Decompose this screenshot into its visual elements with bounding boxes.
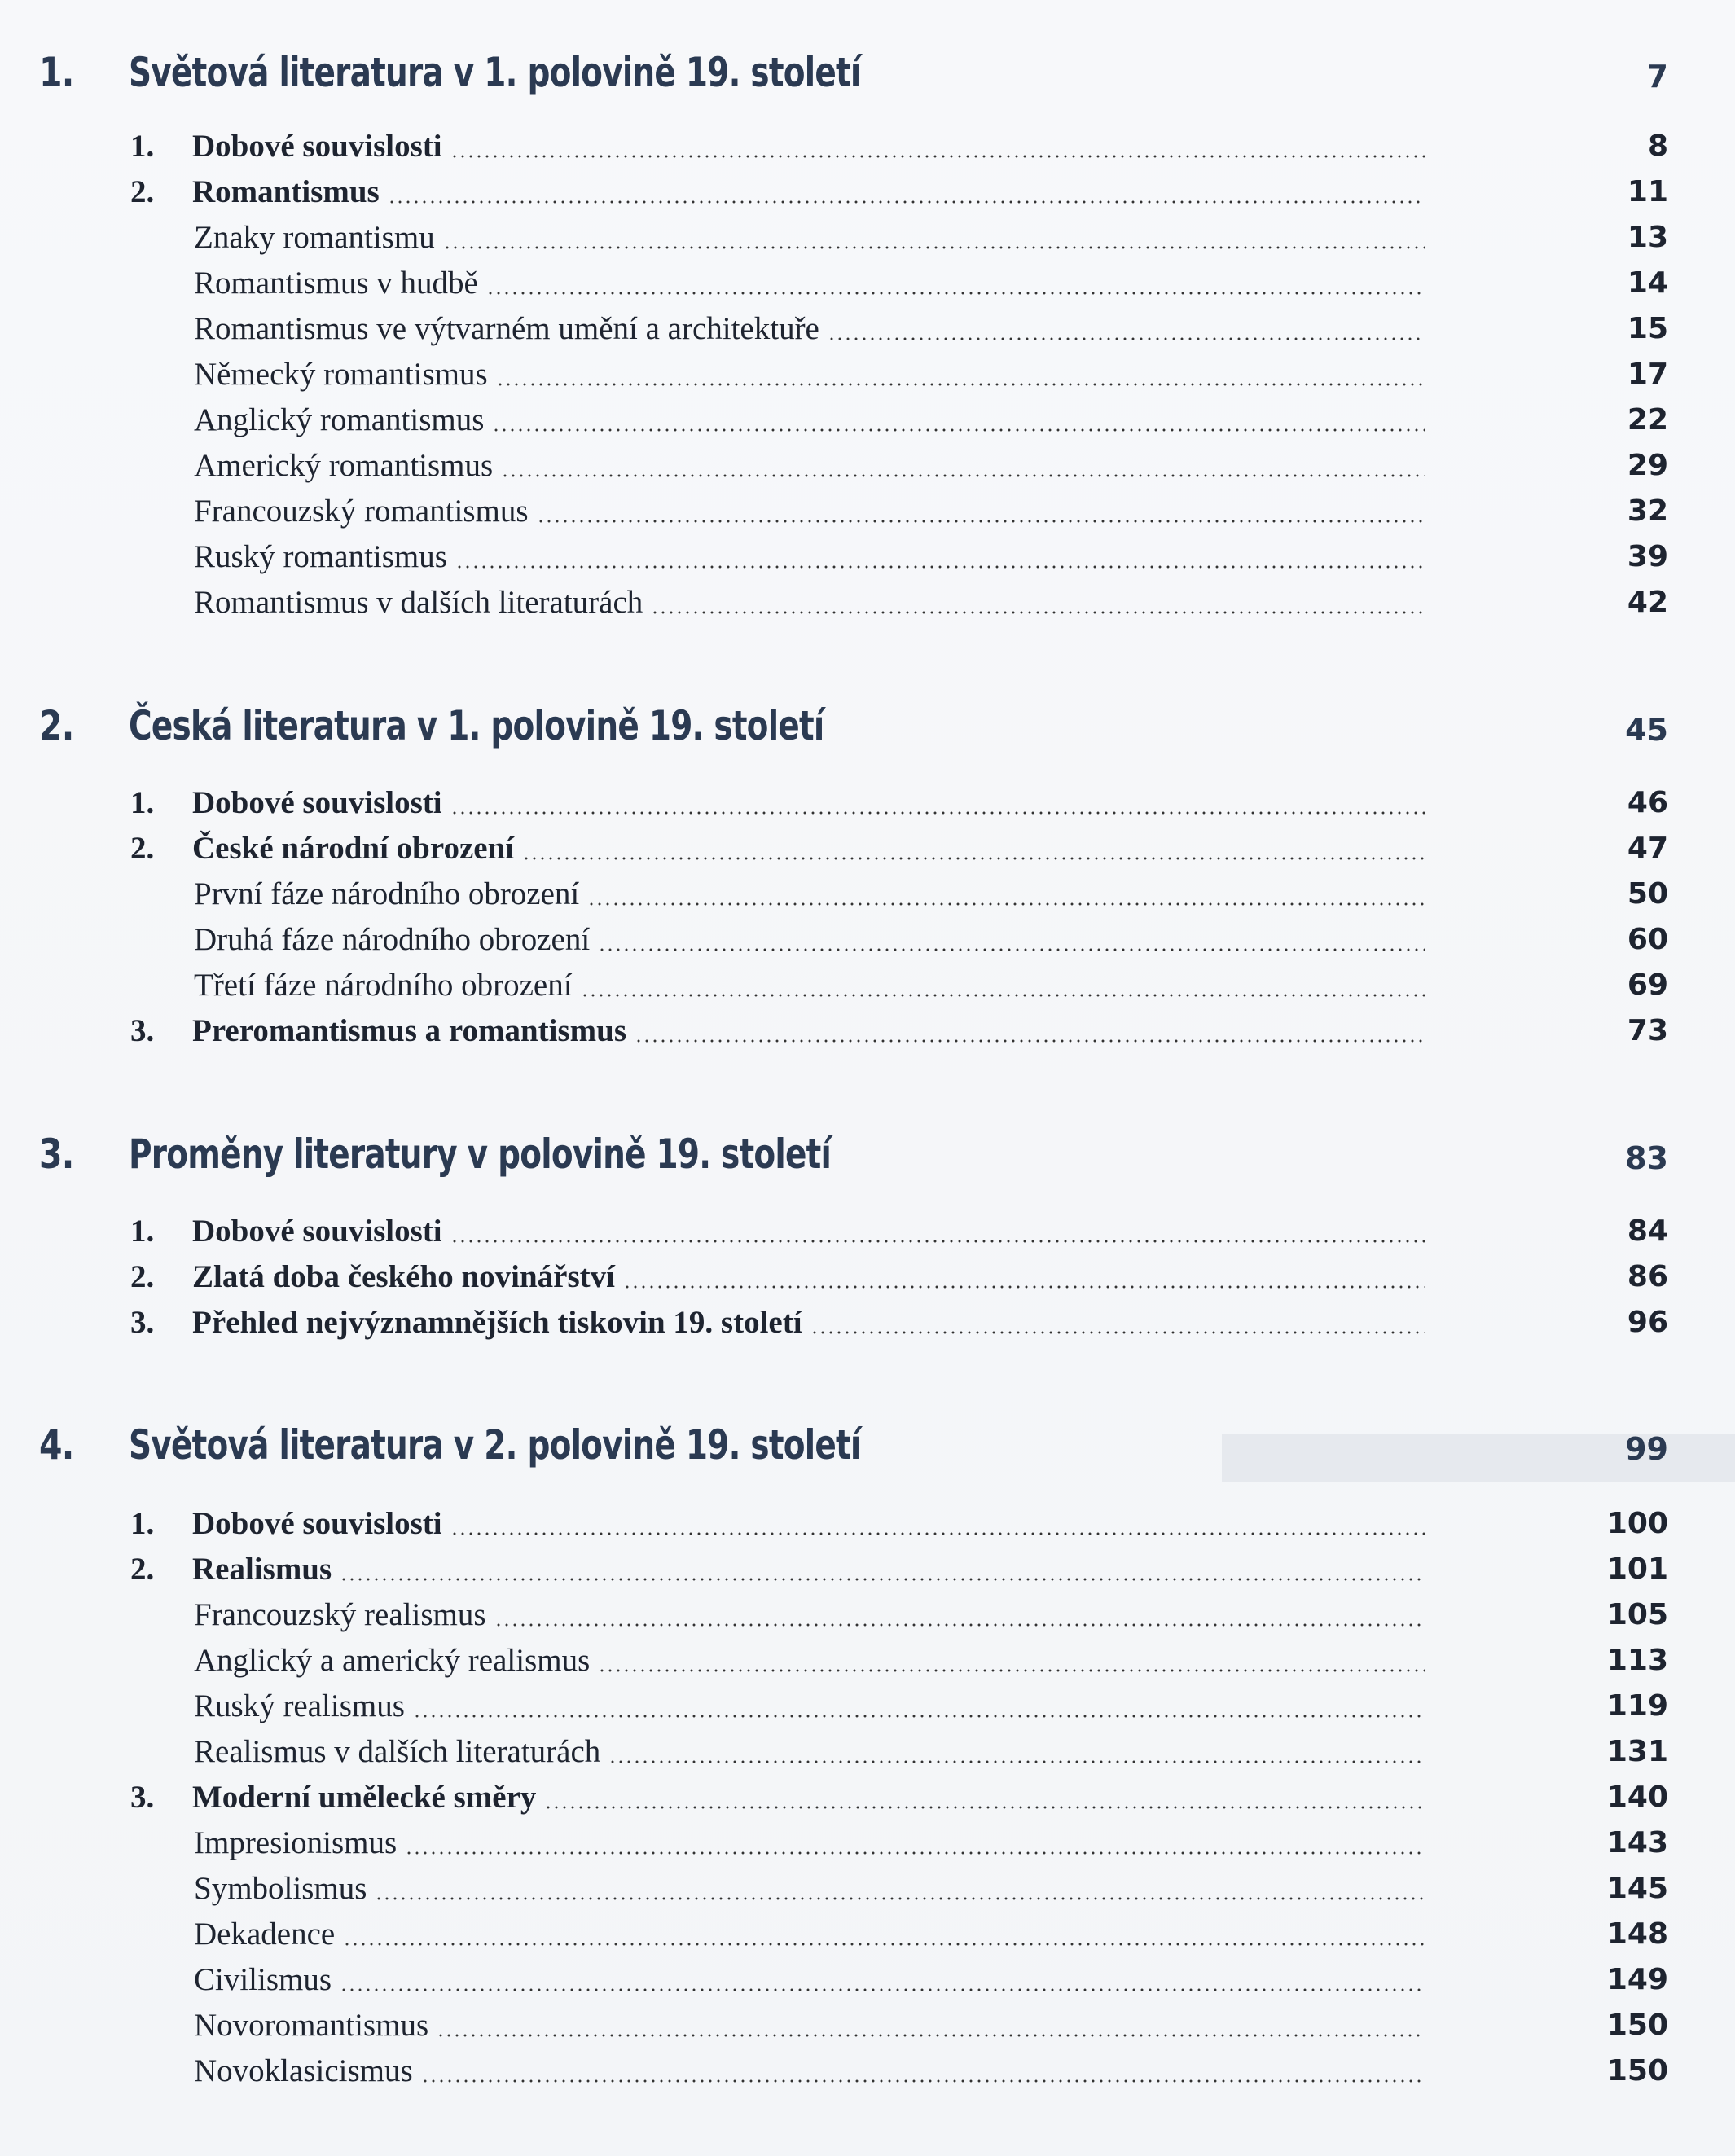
toc-entry[interactable] [0,352,1735,397]
chapter-heading[interactable] [0,1122,1735,1204]
dot-leader [608,1760,1425,1763]
dot-leader [340,1988,1425,1991]
entry-label: Přehled nejvýznamnějších tiskovin 19. století [192,1305,802,1340]
toc-entry[interactable] [0,826,1735,872]
dot-leader [486,292,1425,295]
entry-page-number: 105 [1606,1598,1668,1631]
chapter-page-number: 45 [1625,712,1668,748]
dot-leader [598,1669,1425,1672]
dot-leader [421,2079,1425,2083]
toc-entry[interactable] [0,1820,1735,1866]
entry-page-number: 113 [1606,1644,1668,1677]
toc-entry[interactable] [0,1008,1735,1054]
entry-page-number: 101 [1606,1552,1668,1586]
toc-entry[interactable] [0,1501,1735,1547]
entry-page-number: 119 [1606,1689,1668,1723]
entry-page-number: 13 [1627,221,1668,254]
entry-page-number: 148 [1606,1917,1668,1951]
entry-page-number: 47 [1627,832,1668,865]
entry-page-number: 15 [1627,312,1668,345]
toc-entry[interactable] [0,261,1735,306]
dot-leader [443,246,1425,249]
entry-label: Symbolismus [194,1871,367,1906]
entry-page-number: 42 [1627,586,1668,619]
entry-label: Moderní umělecké směry [192,1780,537,1815]
entry-label: Třetí fáze národního obrození [194,968,573,1003]
chapter-page-number: 7 [1646,59,1668,94]
entry-page-number: 50 [1627,877,1668,911]
entry-label: Realismus [192,1552,332,1587]
toc-entry[interactable] [0,1254,1735,1300]
chapter-page-number: 99 [1625,1431,1668,1467]
entry-label: První fáze národního obrození [194,876,580,911]
toc-entry[interactable] [0,780,1735,826]
entry-page-number: 100 [1606,1507,1668,1540]
entry-page-number: 29 [1627,449,1668,482]
entry-label: Zlatá doba českého novinářství [192,1259,615,1294]
toc-entry[interactable] [0,215,1735,261]
entry-page-number: 149 [1606,1963,1668,1996]
entry-label: Civilismus [194,1962,332,1997]
chapter-number: 4. [39,1421,74,1469]
toc-entry[interactable] [0,1684,1735,1729]
entry-page-number: 145 [1606,1872,1668,1905]
entry-page-number: 140 [1606,1781,1668,1814]
entry-label: Preromantismus a romantismus [192,1013,627,1048]
entry-number: 3. [130,1305,155,1340]
entry-label: Dobové souvislosti [192,1214,442,1249]
dot-leader [587,902,1425,906]
dot-leader [494,1623,1425,1627]
dot-leader [450,1532,1425,1535]
toc-entry[interactable] [0,397,1735,443]
entry-number: 1. [130,1506,155,1541]
toc-entry[interactable] [0,2048,1735,2094]
dot-leader [598,948,1425,951]
entry-label: Anglický romantismus [194,402,485,437]
entry-page-number: 14 [1627,266,1668,300]
entry-number: 1. [130,785,155,820]
chapter-heading[interactable] [0,694,1735,775]
toc-entry[interactable] [0,872,1735,917]
chapter-title: Česká literatura v 1. polovině 19. století [129,702,824,749]
dot-leader [375,1897,1425,1900]
toc-entry[interactable] [0,1209,1735,1254]
toc-entry[interactable] [0,1592,1735,1638]
dot-leader [450,811,1425,815]
entry-label: Impresionismus [194,1825,398,1860]
dot-leader [437,2034,1425,2037]
chapter-number: 3. [39,1131,74,1178]
entry-page-number: 84 [1627,1214,1668,1248]
dot-leader [450,155,1425,158]
entry-page-number: 17 [1627,358,1668,391]
dot-leader [388,200,1425,204]
entry-number: 2. [130,1552,155,1587]
dot-leader [492,428,1425,432]
entry-page-number: 73 [1627,1014,1668,1047]
chapter-page-number: 83 [1625,1140,1668,1176]
entry-number: 1. [130,129,155,164]
entry-page-number: 11 [1627,175,1668,209]
dot-leader [828,337,1425,340]
entry-number: 2. [130,174,155,209]
dot-leader [343,1943,1425,1946]
entry-page-number: 32 [1627,494,1668,528]
entry-number: 2. [130,831,155,866]
toc-entry[interactable] [0,443,1735,489]
entry-label: Dobové souvislosti [192,129,442,164]
entry-label: Německý romantismus [194,357,488,392]
entry-label: Americký romantismus [194,448,494,483]
dot-leader [455,565,1425,569]
entry-page-number: 150 [1606,2009,1668,2042]
toc-entry[interactable] [0,1957,1735,2003]
entry-label: České národní obrození [192,831,515,866]
dot-leader [635,1039,1425,1043]
entry-label: Romantismus ve výtvarném umění a architektuře [194,311,819,346]
entry-page-number: 131 [1606,1735,1668,1768]
toc-entry[interactable] [0,1638,1735,1684]
toc-entry[interactable] [0,306,1735,352]
entry-number: 2. [130,1259,155,1294]
toc-entry[interactable] [0,534,1735,580]
entry-page-number: 39 [1627,540,1668,573]
entry-label: Dobové souvislosti [192,1506,442,1541]
entry-label: Dobové souvislosti [192,785,442,820]
chapter-number: 2. [39,702,74,749]
chapter-heading[interactable] [0,41,1735,122]
entry-number: 1. [130,1214,155,1249]
entry-number: 3. [130,1780,155,1815]
toc-entry[interactable] [0,2003,1735,2048]
entry-label: Novoromantismus [194,2008,429,2043]
entry-label: Anglický a americký realismus [194,1643,591,1678]
toc-entry[interactable] [0,917,1735,963]
entry-page-number: 22 [1627,403,1668,437]
entry-number: 3. [130,1013,155,1048]
dot-leader [810,1331,1425,1334]
dot-leader [340,1578,1425,1581]
toc-entry[interactable] [0,963,1735,1008]
dot-leader [544,1806,1425,1809]
entry-page-number: 69 [1627,968,1668,1002]
dot-leader [405,1851,1425,1855]
entry-label: Druhá fáze národního obrození [194,922,591,957]
entry-label: Ruský realismus [194,1688,405,1723]
toc-entry[interactable] [0,489,1735,534]
chapter-title: Proměny literatury v polovině 19. století [129,1131,832,1178]
chapter-heading[interactable] [0,1413,1735,1495]
entry-label: Romantismus v dalších literaturách [194,585,643,620]
toc-entry[interactable] [0,1300,1735,1346]
toc-entry[interactable] [0,1547,1735,1592]
dot-leader [496,383,1425,386]
entry-label: Romantismus v hudbě [194,266,478,301]
toc-entry[interactable] [0,1775,1735,1820]
toc-entry[interactable] [0,169,1735,215]
dot-leader [413,1715,1425,1718]
dot-leader [450,1240,1425,1243]
entry-label: Novoklasicismus [194,2053,413,2088]
entry-page-number: 150 [1606,2054,1668,2088]
chapter-number: 1. [39,49,74,96]
entry-page-number: 86 [1627,1260,1668,1293]
entry-label: Dekadence [194,1917,336,1952]
entry-label: Francouzský realismus [194,1597,486,1632]
toc-entry[interactable] [0,1912,1735,1957]
chapter-title: Světová literatura v 1. polovině 19. století [129,49,861,96]
entry-label: Realismus v dalších literaturách [194,1734,601,1769]
dot-leader [522,857,1425,860]
entry-label: Ruský romantismus [194,539,447,574]
dot-leader [537,520,1425,523]
dot-leader [623,1285,1425,1289]
entry-page-number: 60 [1627,923,1668,956]
entry-page-number: 8 [1647,130,1668,163]
entry-label: Romantismus [192,174,380,209]
toc-entry[interactable] [0,1866,1735,1912]
toc-entry[interactable] [0,580,1735,626]
dot-leader [501,474,1425,477]
dot-leader [581,994,1425,997]
toc-entry[interactable] [0,124,1735,169]
entry-page-number: 143 [1606,1826,1668,1860]
chapter-title: Světová literatura v 2. polovině 19. století [129,1421,861,1469]
dot-leader [651,611,1425,614]
entry-label: Francouzský romantismus [194,494,529,529]
entry-page-number: 46 [1627,786,1668,819]
toc-entry[interactable] [0,1729,1735,1775]
entry-label: Znaky romantismu [194,220,435,255]
entry-page-number: 96 [1627,1306,1668,1339]
